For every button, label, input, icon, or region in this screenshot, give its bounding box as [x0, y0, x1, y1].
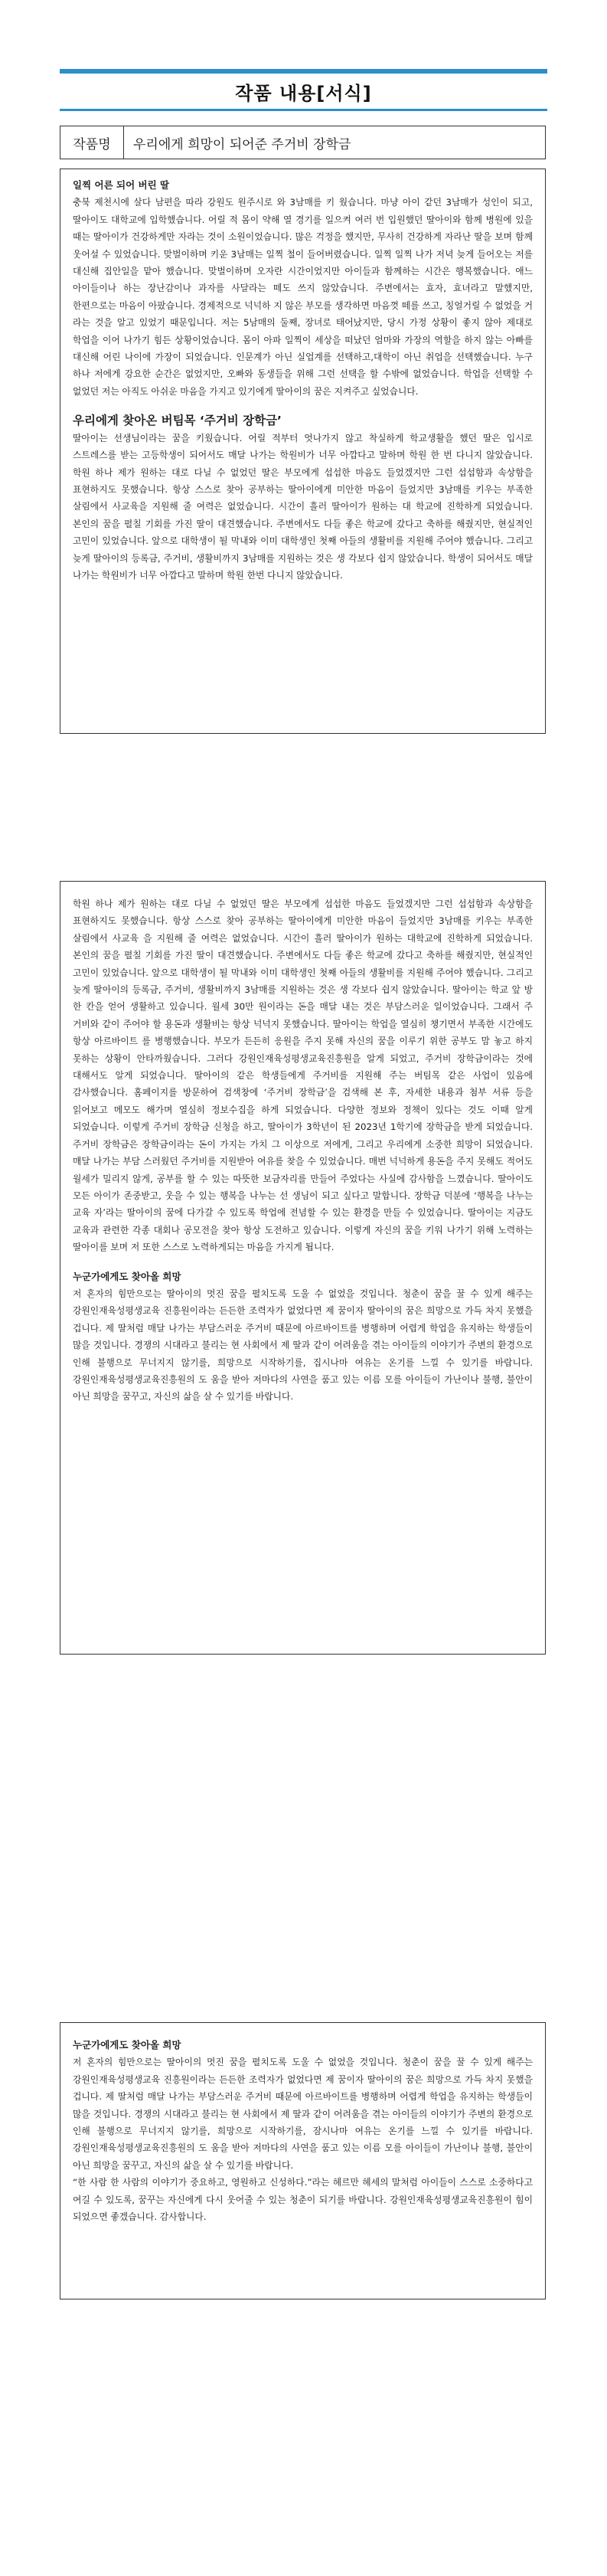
section-body-hope-for-someone: 저 혼자의 힘만으로는 딸아이의 멋진 꿈을 펼치도록 도울 수 없었을 것입니다. 청춘이 꿈을 꿀 수 있게 해주는 강원인재육성평생교육 진흥원이라는 든든한 조력자가 없었다면 제 꿈이자 딸아이의 꿈은 희망으로 가득 차지 못했을 겁니다. 제 딸처럼 매달 나가는 부담스러운 주거비 때문에 아르바이트를 병행하며 어렵게 학업을 유지하는 학생들이 많을 것입니다. 경쟁의 시대라고 불리는 현 사회에서 제 딸과 같이 어려움을 겪는 아이들의 이야기가 주변의 환경으로 인해 불행으로 무너지지 않기를, 희망으로 시작하기를, 집시나마 여유는 온기를 느낄 수 있기를 바랍니다. 강원인재육성평생교육진흥원의 도 움을 받아 저마다의 사연을 품고 있는 이름 모를 아이들이 가난이나 불행, 불안이 아닌 희망을 꿈꾸고, 자신의 삶을 살 수 있기를 바랍니다.: [73, 1288, 533, 1403]
work-title-row: [60, 126, 546, 159]
section-body-housing-scholarship: 딸아이는 선생님이라는 꿈을 키웠습니다. 어릴 적부터 엇나가지 않고 착실하게 학교생활을 했던 딸은 입시로 스트레스를 받는 고등학생이 되어서도 매달 나가는 학원비가 너무 아깝다고 말하며 학원 한 번 다니지 않았습니다. 학원 하나 제가 원하는 대로 다닐 수 없었던 딸은 부모에게 섭섭한 마음도 들었겠지만 그런 섭섭함과 속상함을 표현하지도 못했습니다. 항상 스스로 찾아 공부하는 딸아이에게 미안한 마음이 들었지만 3남매를 키우는 부족한 살림에서 사교육을 지원해 줄 여력은 없었습니다. 시간이 흘러 딸아이가 원하는 대 학교에 진학하게 되었습니다. 본인의 꿈을 펼칠 기회를 가진 딸이 대견했습니다. 주변에서도 다들 좋은 학교에 갔다고 축하를 해줬지만, 현실적인 고민이 있었습니다. 앞으로 대학생이 될 막내와 이미 대학생인 첫째 아들의 생활비를 지원해 주어야 했습니다. 그리고 늦게 딸아이의 등록금, 주거비, 생활비까지 3남매를 지원하는 것은 생 각보다 쉽지 않았습니다. 학생이 되어서도 매달 나가는 학원비가 너무 아깝다고 말하며 학원 한번 다니지 않았습니다.: [73, 432, 533, 581]
content-box-page2: [60, 881, 546, 1655]
content-box-page3: [60, 2022, 546, 2299]
work-title-value: 우리에게 희망이 되어준 주거비 장학금: [133, 136, 351, 152]
page3-closing-text: “한 사람 한 사람의 이야기가 중요하고, 영원하고 신성하다.”라는 헤르만 헤세의 말처럼 아이들이 스스로 소중하다고 여길 수 있도록, 꿈꾸는 자신에게 다시 웃어줄 수 있는 청춘이 되기를 바랍니다. 강원인재육성평생교육진흥원이 힘이 되었으면 좋겠습니다. 감사합니다.: [73, 2177, 533, 2223]
content-box-page1: [60, 169, 546, 734]
section-heading-hope-for-someone: 누군가에게도 찾아올 희망: [73, 1270, 181, 1282]
page-header: [60, 69, 547, 116]
header-top-rule: [60, 69, 547, 74]
section-body-grown-up-daughter: 충북 제천시에 살다 남편을 따라 강원도 원주시로 와 3남매를 키 웠습니다. 마냥 아이 같던 3남매가 성인이 되고, 딸아이도 대학교에 입학했습니다. 어릴 적 몸이 약해 열 경기를 일으켜 여러 번 입원했던 딸아이와 함께 병원에 있을 때는 딸아이가 건강하게만 자라는 것이 소원이었습니다. 많은 걱정을 했지만, 무사히 건강하게 자라난 딸을 보며 함께 웃어설 수 있었습니다. 맞벌이하며 키운 3남매는 일찍 철이 들어버렸습니다. 일찍 일찍 나가 저녁 늦게 들어오는 저를 대신해 집안일을 맡아 했습니다. 맞벌이하며 오자란 시간이었지만 아이들과 함께하는 시간은 행복했습니다. 애느 아이들이나 하는 장난감이나 과자를 사달라는 떼도 쓰지 않았습니다. 주변에서는 효자, 효녀라고 말했지만, 한편으로는 마음이 아팠습니다. 경제적으로 넉넉하 지 않은 부모를 생각하면 마음껏 떼를 쓰고, 칭얼거릴 수 없었을 거 라는 것을 알고 있었기 때문입니다. 저는 5남매의 둘째, 장녀로 태어났지만, 당시 가정 상황이 좋지 않아 제대로 학업을 이어 나가기 힘든 상황이었습니다. 몸이 아파 일찍이 세상을 떠났던 엄마와 가장의 역할을 하지 않는 아빠를 대신해 어린 나이에 가장이 되었습니다. 인문계가 아닌 실업계를 선택하고,대학이 아닌 취업을 선택했습니다. 누구 하나 저에게 강요한 순간은 없었지만, 오빠와 동생들을 위해 그런 선택을 할 수밖에 없었습니다. 학업을 선택할 수 없었던 저는 아직도 아쉬운 마음을 가지고 있기에게 딸아이의 꿈은 지켜주고 싶었습니다.: [73, 197, 533, 397]
page-title: 작품 내용[서식]: [235, 83, 372, 104]
page3-section-body: 저 혼자의 힘만으로는 딸아이의 멋진 꿈을 펼치도록 도울 수 없었을 것입니다. 청춘이 꿈을 꿀 수 있게 해주는 강원인재육성평생교육 진흥원이라는 든든한 조력자가 없었다면 제 꿈이자 딸아이의 꿈은 희망으로 가득 차지 못했을 겁니다. 제 딸처럼 매달 나가는 부담스러운 주거비 때문에 아르바이트를 병행하며 어렵게 학업을 유지하는 학생들이 많을 것입니다. 경쟁의 시대라고 불리는 현 사회에서 제 딸과 같이 어려움을 겪는 아이들의 이야기가 주변의 환경으로 인해 불행으로 무너지지 않기를, 희망으로 시작하기를, 잠시나마 여유는 온기를 느낄 수 있기를 바랍니다. 강원인재육성평생교육진흥원의 도 움을 받아 저마다의 사연을 품고 있는 이름 모를 아이들이 가난이나 불행, 불안이 아닌 희망을 꿈꾸고, 자신의 삶을 살 수 있기를 바랍니다.: [73, 2057, 533, 2171]
section-heading-housing-scholarship: 우리에게 찾아온 버팀목 ‘주거비 장학금’: [73, 414, 282, 428]
work-title-label: 작품명: [60, 126, 124, 159]
header-bottom-rule: [60, 109, 547, 111]
page2-body-text: 학원 하나 제가 원하는 대로 다닐 수 없었던 딸은 부모에게 섭섭한 마음도 들었겠지만 그런 섭섭함과 속상함을 표현하지도 못했습니다. 항상 스스로 찾아 공부하는 딸아이에게 미안한 마음이 들었지만 3남매를 키우는 부족한 살림에서 사교육 을 지원해 줄 여력은 없었습니다. 시간이 흘러 딸아이가 원하는 대학교에 진학하게 되었습니다. 본인의 꿈을 펼칠 기회를 가진 딸이 대견했습니다. 주변에서도 다들 좋은 학교에 갔다고 축하를 해줬지만, 현실적인 고민이 있었습니다. 앞으로 대학생이 될 막내와 이미 대학생인 첫째 아들의 생활비를 지원해 주어야 했습니다. 그리고 늦게 딸아이의 등록금, 주거비, 생활비까지 3남매를 지원하는 것은 생 각보다 쉽지 않았습니다. 딸아이는 학교 앞 방 한 칸을 얻어 생활하고 있습니다. 월세 30만 원이라는 돈을 매달 내는 것은 부담스러운 일이었습니다. 그래서 주 거비와 같이 주어야 할 용돈과 생활비는 항상 넉넉지 못했습니다. 딸아이는 학업을 열심히 챙기면서 부족한 시간에도 항상 아르바이트 를 병행했습니다. 부모가 든든히 응원을 주지 못해 자신의 꿈을 이루기 위한 공부도 맘 놓고 하지 못하는 상황이 안타까웠습니다. 그러다 강원인재육성평생교육진흥원을 알게 되었고, 주거비 장학금이라는 것에 대해서도 알게 되었습니다. 딸아이의 같은 학생들에게 주거비를 지원해 주는 버팀목 같은 사업이 있음에 감사했습니다. 홈페이지를 방문하여 검색창에 ‘주거비 장학금’을 검색해 본 후, 자세한 내용과 첨부 서류 등을 읽어보고 메모도 해가며 열심히 정보수집을 하게 되었습니다. 다양한 정보와 정책이 있다는 것도 이때 알게 되었습니다. 이렇게 주거비 장학금 신청을 하고, 딸아이가 3학년이 된 2023년 1학기에 장학금을 받게 되었습니다. 주거비 장학금은 장학금이라는 돈이 가지는 가치 그 이상으로 저에게, 그리고 우리에게 소중한 희망이 되었습니다. 매달 나가는 부담 스러웠던 주거비를 지원받아 여유를 찾을 수 있었습니다. 매번 넉넉하게 용돈을 주지 못해도 적어도 월세가 밀리지 않게, 공부를 할 수 있는 따뜻한 보금자리를 만들어 주었다는 사실에 감사함을 느꼈습니다. 딸아이도 모든 아이가 존중받고, 웃을 수 있는 행복을 나누는 선 생님이 되고 싶다고 말합니다. 장학금 덕분에 ‘행복을 나누는 교육 자’라는 딸아이의 꿈에 다가갈 수 있도록 학업에 전념할 수 있는 환경을 만들 수 있었습니다. 딸아이는 지금도 교육과 관련한 각종 대회나 공모전을 찾아 항상 도전하고 있습니다. 이렇게 자신의 꿈을 키워 나가기 위해 노력하는 딸아이를 보며 저 또한 스스로 노력하게되는 마음을 가지게 됩니다.: [73, 898, 533, 1253]
section-heading-grown-up-daughter: 일찍 어른 되어 버린 딸: [73, 179, 170, 191]
page3-section-heading: 누군가에게도 찾아올 희망: [73, 2039, 181, 2051]
